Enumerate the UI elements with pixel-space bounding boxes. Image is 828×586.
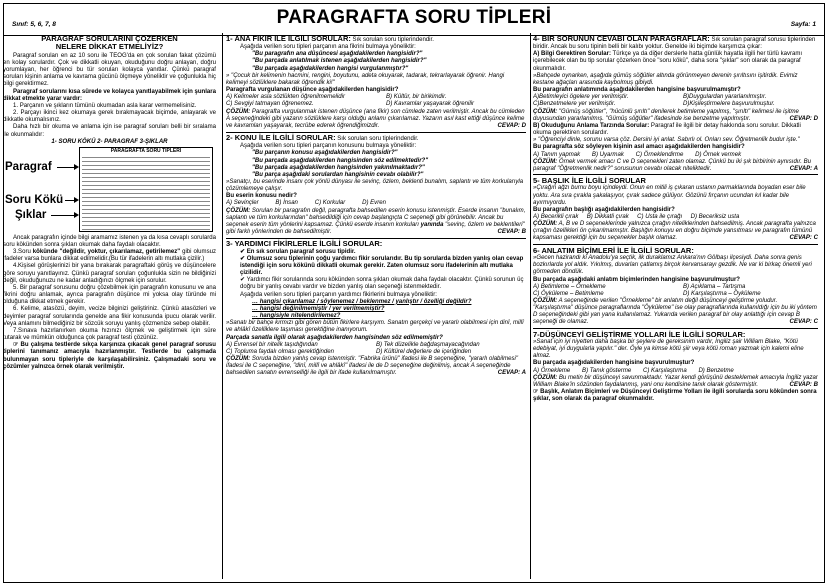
option-a: A) Evrensel bir nitelik taşıdığından	[226, 341, 318, 348]
option-b: B) Kültür, bir birikimdir.	[386, 94, 447, 101]
options-row: A) Becerikli çırak B) Dikkatli çırak C) Usta ile çırağı D) Beceriksiz usta	[533, 214, 740, 220]
options-row	[226, 94, 526, 101]
sample-text: »Sanatçı, bu eserinde insanı çok yönlü dünyası ile sevinç, özlem, beklenti bunalım, saplantı ve tüm korkularıyla çözümlemeye çalışır.	[226, 178, 524, 193]
left-paragraph: 6. Kelime, atasözü, deyim, vecize bilginizi geliştiriniz. Çünkü atasözleri ve deyimler paragraf sorularında genelde ana fikir konusunda ipucu olarak verilir. Veya anlamını bilmediğiniz bir sözcük soruyu yanlış çözmenize sebep olabilir.	[3, 306, 216, 327]
hand-icon: ☞	[533, 389, 541, 396]
solution-text: A seçeneğinde verilen "Örnekleme" bir anlatım değil düşünceyi geliştirme yoludur. "Karşılaştırma" düşünce paragraflarında "Öyküleme" ise olay paragraflarında kullanıldığı için bu iki yöntem D seçeneğindeki gibi yan yana kullanılamaz. Yukarıda verilen paragraf bir olay anlattığı için cevap B seçeneği de olamaz.	[533, 297, 817, 326]
column-divider-1	[222, 33, 223, 579]
options-row	[533, 94, 818, 101]
tip3-bold: kökünde "değildir, yoktur, çıkarılamaz, getirilemez"	[32, 249, 181, 256]
option-b: B) Tek düzelikle bağdaşmayacağından	[376, 341, 480, 348]
left-paragraph	[3, 249, 216, 263]
sample-question: Bu paragrafın anlatımında aşağıdakilerden hangisine başvurulmamıştır?	[533, 87, 741, 94]
option-a: A)Betimleyici ögelere yer verilmiştir.	[533, 94, 629, 101]
solution-emphasis: yanında	[420, 221, 444, 228]
right-column	[533, 35, 818, 577]
diagram-thumbnail	[79, 147, 213, 233]
subsection-title: A) Bilgi Gerektiren Sorular:	[533, 51, 611, 58]
tip3-rest: gibi olumsuz ifadeler varsa bunlara dikkat edilmelidir.(Bu tür ifadelerin altı mutlaka çizilir.)	[3, 249, 216, 263]
solution-text: Soruda bizden yanlış cevap istenmiştir. "Fabrika ürünü" ifadesi ile B seçeneğine, "yararlı olabilmesi" ifadesi ile C seçeneğine, "dinî, millî ve ahlâkî" ifadesi ile de D seçeneğine değinilmiş, ancak A seçeneğinde bahsedilen sanatın evrenselliği ile ilgili bir ifade kullanılmamıştır.	[226, 355, 519, 377]
question-stem: … hangisi değinilmemiştir / yer verilmemiştir?	[252, 305, 385, 312]
arrow-icon	[51, 215, 75, 217]
middle-column	[226, 35, 526, 577]
solution-label: ÇÖZÜM:	[226, 108, 251, 115]
sample-text: » "Öğrenciyi dinle, sorunu varsa çöz. Dersini iyi anlat. Sabırlı ol. Onları sev. Öğretmenlik budur işte."	[533, 137, 800, 144]
check-point: ✔ Olumsuz soru tiplerinin çoğu yardımcı fikir sorularıdır. Bu tip sorularda bizden yanlış olan cevap istendiği için soru kökünü dikkatli okumak gerekir. Zaten olumsuz soru ifadelerinin altı mutlaka çizilidir.	[240, 255, 524, 277]
solution-label: ÇÖZÜM:	[533, 108, 558, 115]
question-stem: … hangisi çıkarılamaz / söylenemez / beklenmez / yanlıştır / özelliği değildir?	[252, 298, 472, 305]
solution-label: ÇÖZÜM:	[533, 297, 558, 304]
solution-text: Paragrafta vurgulanmak istenen düşünce (ana fikir) son cümlede zaten verilmiştir. Ancak bu cümleden A seçeneğindeki gibi yazarın sözlüklere karşı olduğu anlamı çıkarılamaz. Yazarın asıl kast ettiği düşünce kelime ve kavramları yaşayarak, tecrübe ederek öğrendiğimizdir.	[226, 108, 525, 129]
arrow-icon	[57, 167, 75, 169]
subsection-title: B) Okuduğunu Anlama Tarzında Sorular:	[533, 122, 650, 129]
left-paragraph: 1. Parçanın ve şıkların tümünü okumadan asla karar vermemelisiniz.	[13, 102, 197, 109]
left-title	[3, 35, 216, 52]
sample-text: » "Çocuk bir kelimenin hacmini, rengini, boyutunu, adeta okuyarak, tadarak, tekrarlayarak öğrenir. Hangi kelimeyi sözlüklere bakarak öğrendik ki!"	[226, 72, 505, 86]
section-line: Aşağıda verilen soru tipleri parçanın ana fikrini bulmaya yöneliktir:	[240, 44, 416, 51]
left-paragraph: Ancak paragrafın içinde bilgi aramamız istenen ya da kısa cevaplı sorularda soru kökünden sonra şıkları okumak daha faydalı olacaktır.	[3, 234, 216, 248]
solution	[226, 109, 526, 130]
option-d: D)Kişileştirmelere başvurulmuştur.	[683, 101, 775, 108]
solution-label: ÇÖZÜM:	[226, 207, 251, 214]
answer-label: CEVAP: B	[497, 229, 526, 236]
question-stem: "Bu parçada aşağıdakilerden hangisi vurgulanmıştır?"	[252, 65, 409, 72]
sample-text: »Gecen hazirandı ki Anadolu'ya seçtik, ilk duraklamız Ankara'nın Gölbaşı ilçesiydi. Daha sonra genis bozkırlarda yol aldık. Yıkılmış, duvarları çatlamış birçok kervansarayı gezdik. Ne var ki birkaç önemli yeri görmeden döndük.	[533, 255, 812, 276]
solution-text: Sorulan bir paragrafın değil, paragrafta bahsedilen eserin konusu istenmiştir. Eserde insanın "bunalım, saplantı ve tüm korkularından" bahsedildiği için cevap başlangıçta C seçeneği gibi görünebilir. Ancak bu seçenek eserin tüm yönlerini kapsamaz. Çünkü eserde insanın korkuları	[226, 207, 526, 228]
option-a: A) Kelimeler asla sözlükten öğrenilmemelidir	[226, 94, 345, 101]
right-note-text: Başlık, Anlatım Biçimleri ve Düşünceyi Geliştirme Yolları ile ilgili sorularda soru kökünden sonra şıklar, son olarak da paragraf okunmalıdır.	[533, 389, 817, 403]
left-paragraph: 4.Kişisel görüşlerinizi bir yana bırakarak paragraftaki görüş ve düşüncelere göre soruyu yanıtlayınız. Çünkü paragraf soruları çoğunlukla sizin ne bildiğinizi değil, okuduğunuzu ne kadar anladığınızı ölçmek için sorulur.	[3, 263, 216, 284]
sample-text: »Sanatı bir bahçe kırmızı gibi gören bütün fikirlere karşıyım. Sanatın gerçekçi ve yararlı olabilmesi için dinî, millî ve ahlâkî özelliklere taşıması gerektiğine inanıyorum.	[226, 320, 524, 334]
option-c: C) Sevgiyi tatmayan öğrenemez.	[226, 101, 314, 108]
section-intro: Sık sorulan paragraf sorusu tiplerinden biridir. Ancak bu soru tipinin belli bir kalıbı yoktur. Genelde iki biçimde karşımıza çıkar:	[533, 37, 816, 51]
grade-label: Sınıf: 5, 6, 7, 8	[12, 21, 56, 28]
left-paragraph: Paragraf soruları en az 10 soru ile TEOG'da en çok sorulan fakat çözümü en kolay sorulardır. Çok ve dikkatli okuyan, okuduğunu doğru anlayan, doğru yorumlayan, her öğrenci bu tür soruları kolayca yanıtlar. Çünkü paragraf soruları kişinin anlama ve kavrama gücünü ölçmeye yöneliktir ve çoğunlukla hiç bilgi gerektirmez.	[3, 52, 216, 88]
options-row: A) Sevinçler B) İnsan C) Korkular D) Evren	[226, 200, 386, 207]
left-column	[3, 35, 216, 577]
option-d: D) Karşılaştırma – Öyküleme	[683, 290, 761, 297]
solution	[226, 208, 526, 237]
solution-text: Bu metin bir düşünceyi savunmaktadır. Yazar kendi görüşünü desteklemek amacıyla İngiliz yazar William Blake'in sözünden faydalanmış, yani onu kendisine tanık olarak göstermiştir.	[533, 374, 818, 388]
section-intro: Sık sorulan soru tiplerindendir.	[350, 37, 434, 43]
solution-text: Örnek vermek amacı C ve D seçenekleri zaten olamaz. Çünkü bu iki şık birbirinin aynısıdır. Bu paragraf "Öğretmenlik nedir?" sorusunun cevabı olacak niteliktedir.	[533, 158, 812, 172]
sample-question: Bu paragrafta söz söyleyen kişinin asıl amacı aşağıdakilerden hangisidir?	[533, 144, 745, 151]
sample-question: Bu parçada aşağıdakilerden hangisine başvurulmuştur?	[533, 360, 695, 367]
answer-label: CEVAP: C	[789, 319, 818, 326]
solution	[533, 375, 818, 389]
options-row	[226, 349, 526, 356]
question-stem: "Bu parça aşağıdaki sorulardan hangisinin cevabı olabilir?"	[252, 171, 424, 178]
option-d: D) Kültürel değerlere de içeriğinden	[376, 348, 472, 355]
left-paragraph: Daha hızlı bir okuma ve anlama için ise paragraf soruları belli bir sıralama ile okunmalıdır:	[3, 124, 216, 138]
reading-order-diagram	[3, 147, 216, 233]
options-row	[226, 101, 526, 108]
question-stem: "Bu parçada anlatılmak istenen aşağıdakilerden hangisidir?"	[252, 58, 427, 65]
column-divider-2	[530, 33, 531, 579]
option-c: C)Benzetmelere yer verilmiştir.	[533, 101, 616, 108]
answer-label: CEVAP: A	[789, 165, 818, 172]
sample-question: Bu eserin konusu nedir?	[226, 193, 297, 200]
answer-label: CEVAP: D	[789, 115, 818, 122]
subsection-a	[533, 51, 818, 72]
solution	[533, 221, 818, 242]
option-a: A) Betimleme – Örnekleme	[533, 283, 606, 290]
page-number: Sayfa: 1	[790, 21, 816, 28]
solution-text: "sevinç, özlem ve beklentileri" gibi farklı yönlerinden de bahsedilmiştir.	[226, 221, 525, 236]
section-1	[226, 35, 526, 44]
answer-label: CEVAP: D	[497, 122, 526, 129]
options-row	[533, 101, 818, 108]
sample-question: Bu parçada aşağıdaki anlatım biçimlerinden hangisine başvurulmuştur?	[533, 276, 740, 283]
question-stem: "Bu parçada aşağıdakilerden hangisinden yakınılmaktadır?"	[252, 164, 425, 171]
left-paragraph: 5. Bir paragraf sorusunu doğru çözebilmek için paragrafın konusunu ve ana fikrini doğru anlamak, ayrıca paragrafın düşünce mi yoksa olay türünde mi olduğuna dikkat etmek gerekir.	[3, 284, 216, 306]
subsection-b	[533, 123, 818, 137]
left-paragraph: 2. Parçayı ikinci kez okumaya gerek bırakmayacak biçimde, anlayarak ve dikkatle okumalısınız.	[3, 110, 216, 124]
sample-text: »Çırağın ağzı burnu boyu içindeydi. Onun en mitili iş çıkaran ustanın parmaklarında boyadan eser bile yoktu. Ara sıra çırakla şakalaşıyor, çırak sadece gülüyor. Gözünü fırçanın ucundan kıl kadar bile ayırmıyordu.	[533, 185, 806, 206]
answer-label: CEVAP: B	[789, 381, 818, 388]
answer-label: CEVAP: C	[789, 235, 818, 242]
solution-label: ÇÖZÜM:	[533, 158, 558, 165]
diagram-thumbnail-title: PARAGRAFTA SORU TİPLERİ	[110, 147, 182, 154]
section-title: 1- ANA FİKİR İLE İLGİLİ SORULAR:	[226, 35, 351, 43]
section-title: 3- YARDIMCI FİKİRLERLE İLGİLİ SORULAR:	[226, 239, 383, 249]
left-paragraph: Paragraf sorularını kısa sürede ve kolayca yanıtlayabilmek için şunlara dikkat etmekte yarar vardır:	[3, 88, 216, 102]
solution-label: ÇÖZÜM:	[533, 374, 558, 381]
sample-text: »Bahçede oynarken, aşağıda gümüş söğütler altında görünmeyen derenin şırıltısını işitirdik. Evimiz kestane ağaçları arasında kaybolmuş gibiydi.	[533, 72, 798, 86]
solution	[533, 298, 818, 327]
left-title-line-2: NELERE DİKKAT ETMELİYİZ?	[55, 42, 164, 52]
tip3-prefix: 3.Soru	[13, 249, 33, 256]
left-note-text: Bu çalışma testlerde sıkça karşınıza çıkacak genel paragraf sorusu tiplerini tanımanız amacıyla hazırlanmıştır. Testlerde bu çalışmada bulunmayan soru tipleriyle de karşılaşabilirsiniz. Çalışmadaki soru ve çözümler yalnızca örnek olarak verilmiştir.	[3, 342, 216, 370]
options-row	[226, 342, 526, 349]
page-title: PARAGRAFTA SORU TİPLERİ	[276, 7, 552, 28]
left-title-line-1: PARAGRAF SORULARINI ÇÖZERKEN	[41, 35, 178, 43]
check-point: ✔ En sık sorulan paragraf sorusu tipidir.	[240, 248, 356, 255]
section-line: Aşağıda verilen soru tipleri parçanın yardımcı fikirlerini bulmaya yöneliktir:	[240, 291, 437, 298]
options-row: A) Tanım yapmak B) Uyarmak C) Örneklendirme D) Örnek vermek	[533, 151, 742, 158]
diagram-label-siklar: Şıklar	[15, 208, 47, 221]
section-intro: Sık sorulan soru tiplerindendir.	[335, 136, 419, 143]
sample-question: Paragrafta vurgulanan düşünce aşağıdakilerden hangisidir?	[226, 87, 399, 94]
check-point: ✔ Yardımcı fikir sorularında soru kökünden sonra şıkları okumak daha faydalı olacaktır. Çünkü sorunun üç doğru bir yanlış cevabı vardır ve bizden yanlış olan seçeneği istenmektedir.	[240, 277, 524, 291]
question-stem: "Bu parçanın konusu aşağıdakilerden hangisidir?"	[252, 150, 398, 157]
left-note	[3, 342, 216, 371]
diagram-label-soru-koku: Soru Kökü	[5, 193, 64, 206]
sample-question: Parçada sanatla ilgili olarak aşağıdakilerden hangisinden söz edilmemiştir?	[226, 334, 443, 341]
option-c: C) Topluma faydalı olması gerektiğinden	[226, 348, 335, 355]
hand-icon: ☞	[13, 342, 21, 349]
reading-order: 1- SORU KÖKÜ 2- PARAGRAF 3-ŞIKLAR	[51, 138, 168, 145]
solution	[226, 356, 526, 377]
sample-text: »Sanat için iyi niyetten daha başka bir şeylere de gereksinim vardır, İngiliz şair William Blake, "Kötü edebiyat, iyi duygularla yapılır." der. Öyle ya kimse kötü şiir veya kötü roman yazmak için kalemi eline almaz.	[533, 339, 804, 360]
solution-text: "Gümüş söğütler", "hücünlü şırıltı" denilerek betimleme yapılmış, "şırıltı" kelimesi ile işitme duyusundan yararlanılmış. "Gümüş söğütler" ifadesinde ise benzetme yapılmıştır.	[533, 108, 799, 122]
page-header	[4, 4, 824, 36]
options-row	[533, 284, 818, 291]
solution	[533, 109, 818, 123]
option-c: C) Öyküleme – Betimleme	[533, 290, 604, 297]
section-title: 6- ANLATIM BİÇİMLERİ İLE İLGİLİ SORULAR:	[533, 245, 694, 255]
solution	[533, 159, 818, 173]
arrow-icon	[65, 200, 75, 202]
question-stem: … hangisiyle nitelendirilemez?	[252, 313, 341, 320]
question-stem: "Bu paragrafın ana düşüncesi aşağıdakilerden hangisidir?"	[252, 51, 423, 58]
solution-text: A, B ve D seçeneklerinde yalnızca çırağın niteliklerinden bahsedilmiş. Ancak paragrafta yalnızca çırağın özellikleri ön çıkarılmamıştır. Başlığın konuyu en doğru biçimde yansıtması ve paragrafın tümünü kapsaması gerektiği için bu seçenekler başlık olamaz.	[533, 221, 816, 242]
right-note	[533, 389, 818, 403]
sample-question: Bu paragrafın başlığı aşağıdakilerden hangisidir?	[533, 206, 675, 213]
section-title: 2- KONU İLE İLGİLİ SORULAR:	[226, 133, 336, 143]
solution-label: ÇÖZÜM:	[533, 221, 558, 228]
subsection-intro: Türkçe ya da diğer derslerle hatta günlük hayatla ilgili her türlü kavramı içerebilecek olan bu tip sorular çözerken önce "soru kökü", daha sora "şıklar" son olarak da paragraf okunmalıdır.	[533, 51, 803, 72]
option-d: D) Kavramlar yaşayarak öğrenilir	[386, 101, 475, 108]
options-row: A) Örnekleme B) Tanık gösterme C) Karşılaştırma D) Benzetme	[533, 367, 734, 374]
option-b: B)Duygulardan yararlanılmıştır.	[683, 94, 767, 101]
diagram-label-paragraf: Paragraf	[5, 160, 52, 173]
section-2	[226, 134, 526, 143]
option-b: B) Açıklama – Tartışma	[683, 283, 746, 290]
section-title: 5- BAŞLIK İLE İLGİLİ SORULAR	[533, 175, 646, 185]
section-4	[533, 35, 818, 51]
question-stem: "Bu parçada aşağıdakilerden hangisinden söz edilmektedir?"	[252, 157, 429, 164]
options-row	[533, 291, 818, 298]
subsection-intro: Paragraf ile ilgili bir detay hakkında soru sorulur. Dikkatli okuma gerektiren sorulardır.	[533, 122, 801, 137]
section-line: Aşağıda verilen soru tipleri parçanın konusunu bulmaya yöneliktir:	[240, 143, 417, 150]
section-title: 7-DÜŞÜNCEYİ GELİŞTİRME YOLLARI İLE İLGİLİ SORULAR:	[533, 329, 746, 339]
answer-label: CEVAP: A	[497, 370, 526, 377]
left-paragraph: 7.Sınava hazırlanırken okuma hızınızı ölçmek ve geliştirmek için süre tutarak ve mümkün olduğunca çok paragraf testi çözünüz.	[3, 327, 216, 342]
solution-label: ÇÖZÜM:	[226, 355, 251, 362]
section-title: 4- BİR SORUNUN CEVABI OLAN PARAGRAFLAR:	[533, 35, 710, 43]
